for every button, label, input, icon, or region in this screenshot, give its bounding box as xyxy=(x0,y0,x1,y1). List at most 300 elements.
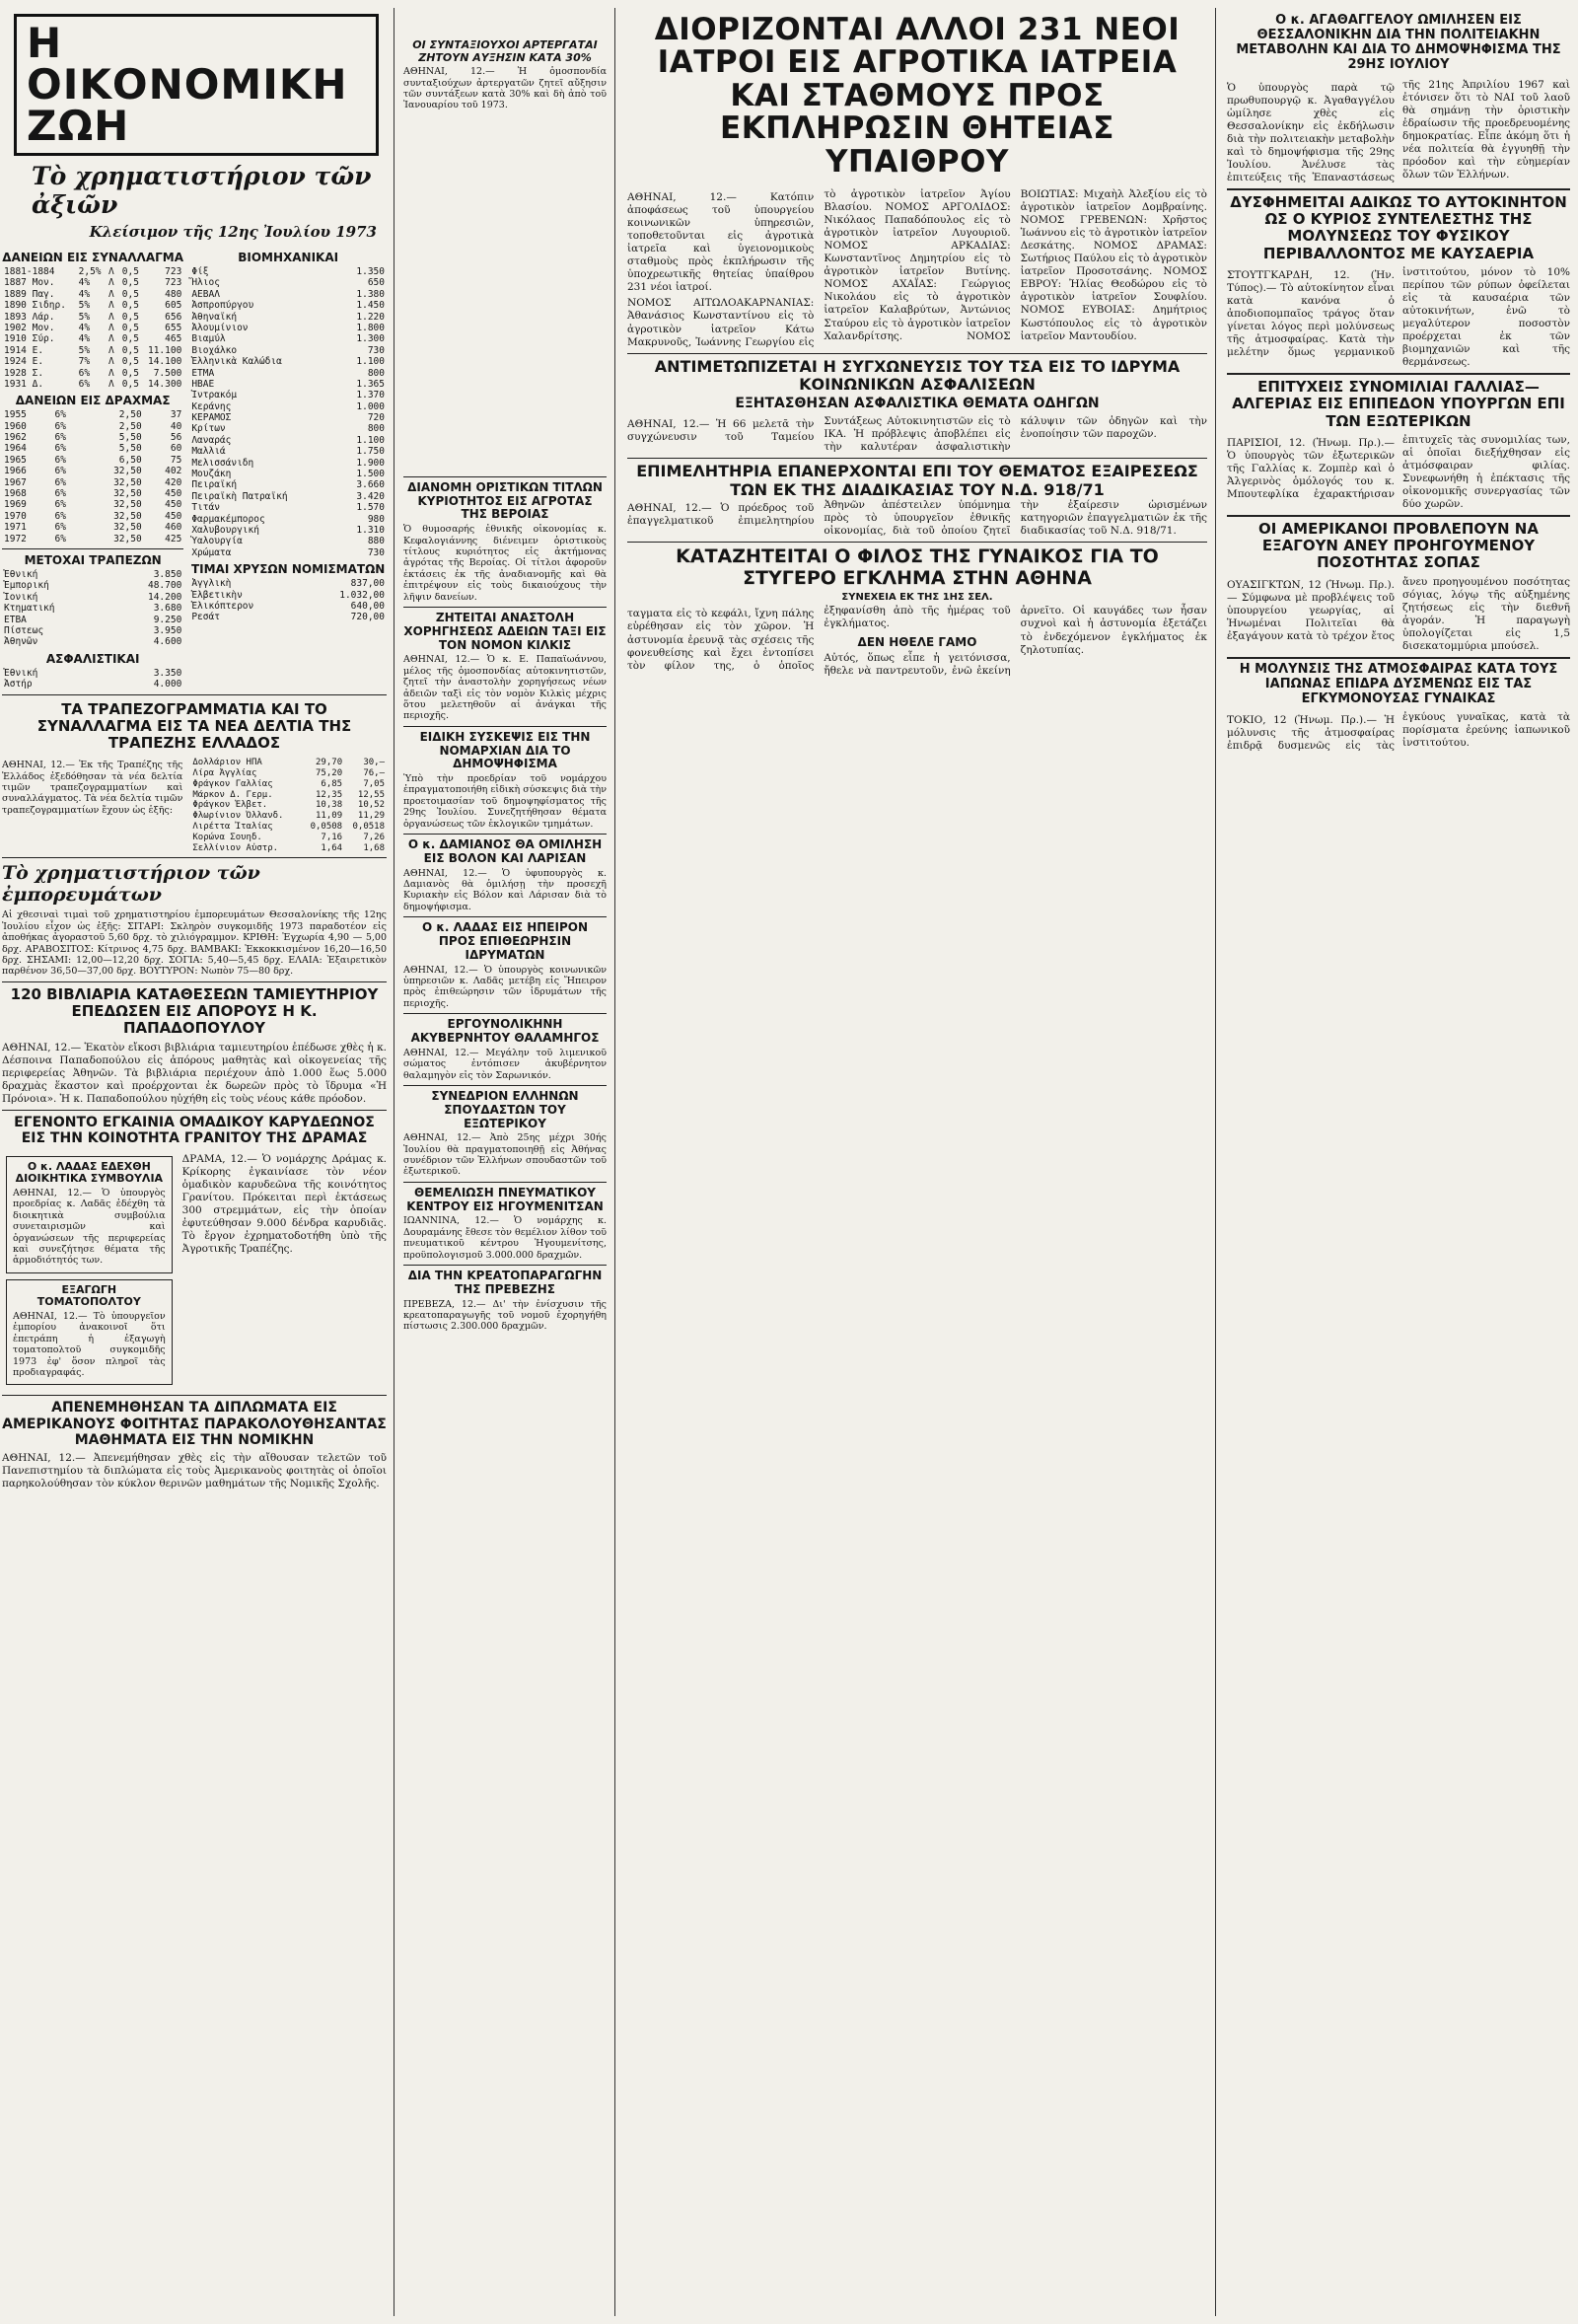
tomato-paste-body: ΑΘΗΝΑΙ, 12.— Τὸ ὑπουργεῖον ἐμπορίου ἀνακοινοῖ ὅτι ἐπετράπη ἡ ἐξαγωγὴ τοματοπολτοῦ συγκομιδῆς 1973 ἐφ' ὅσον πληροῖ τὰς προδιαγραφάς. xyxy=(13,1311,166,1379)
table-cell: 9.250 xyxy=(153,614,182,625)
table-cell: 4% xyxy=(78,288,91,300)
fx-table xyxy=(190,758,387,853)
drachma-loan-row xyxy=(2,522,183,533)
table-cell: 29,70 xyxy=(316,758,343,768)
bank-share-row xyxy=(2,592,183,603)
loan-row xyxy=(2,277,183,288)
table-cell: Λ xyxy=(108,322,114,333)
bank-share-row xyxy=(2,636,183,647)
table-cell: 37 xyxy=(170,409,182,421)
stock-row xyxy=(189,423,387,434)
table-cell: Λ xyxy=(108,356,114,368)
insurance-table xyxy=(2,668,183,690)
table-cell: 1.450 xyxy=(356,300,385,312)
table-cell: 1964 xyxy=(4,443,27,455)
table-cell: Σελλίνιον Αὐστρ. xyxy=(192,842,279,853)
fx-row xyxy=(190,768,387,779)
table-cell: Λ xyxy=(108,288,114,300)
ladas-epirus-body: ΑΘΗΝΑΙ, 12.— Ὁ ὑπουργὸς κοινωνικῶν ὑπηρεσιῶν κ. Λαδᾶς μετέβη εἰς Ἤπειρον πρὸς ἐπιθεώρησιν τῶν ἱδρυμάτων τῆς περιοχῆς. xyxy=(403,964,607,1009)
table-cell: 3.950 xyxy=(153,624,182,636)
fx-row xyxy=(190,833,387,843)
loan-row xyxy=(2,300,183,311)
table-cell: 4% xyxy=(78,277,91,289)
table-cell: Χαλυβουργική xyxy=(191,524,259,536)
loan-row xyxy=(2,379,183,390)
agathangelou-title: Ο κ. ΑΓΑΘΑΓΓΕΛΟΥ ΩΜΙΛΗΣΕΝ ΕΙΣ ΘΕΣΣΑΛΟΝΙΚΗΝ ΔΙΑ ΤΗΝ ΠΟΛΙΤΕΙΑΚΗΝ ΜΕΤΑΒΟΛΗΝ ΚΑΙ ΔΙΑ ΤΟ ΔΗΜΟΨΗΦΙΣΜΑ ΤΗΣ 29ΗΣ ΙΟΥΛΙΟΥ xyxy=(1236,13,1561,72)
table-cell: Ἰντρακόμ xyxy=(191,390,238,401)
table-cell: 5% xyxy=(78,344,91,356)
stock-row xyxy=(189,479,387,490)
drachma-loan-row xyxy=(2,488,183,499)
loans-table xyxy=(2,266,183,390)
table-cell: 14.300 xyxy=(147,378,182,390)
table-cell: 4.000 xyxy=(153,679,182,690)
fx-row xyxy=(190,800,387,811)
table-cell: 1.900 xyxy=(356,457,385,469)
table-cell: 1967 xyxy=(4,476,27,488)
table-cell: Λ xyxy=(108,277,114,289)
stock-row xyxy=(189,435,387,446)
table-cell: 4.600 xyxy=(153,636,182,648)
loan-row xyxy=(2,289,183,300)
table-cell: 0,5 xyxy=(121,356,139,368)
bank-share-row xyxy=(2,569,183,580)
veria-titles-body: Ὁ θυμοσαρής ἐθνικῆς οἰκονομίας κ. Κεφαλογιάννης διένειμεν ὁριστικοὺς τίτλους κυριότητος εἰς ἀκτήμονας ἀγρότας τῆς Βεροίας. Οἱ τίτλοι ἀφοροῦν ἐκτάσεις ἐκ τῆς ἀναδιανομῆς καὶ θὰ ἐπιτρέψουν εἰς τοὺς δικαιούχους τὴν λῆψιν δανείων. xyxy=(403,524,607,603)
column-news-short xyxy=(398,0,611,2324)
table-cell: 0,5 xyxy=(121,378,139,390)
table-cell: Κορώνα Σουηδ. xyxy=(192,832,262,842)
table-cell: 11,09 xyxy=(316,811,343,822)
table-cell: 720 xyxy=(367,412,385,424)
drachma-header: ΔΑΝΕΙΩΝ ΕΙΣ ΔΡΑΧΜΑΣ xyxy=(15,394,171,408)
igoumenitsa-body: ΙΩΑΝΝΙΝΑ, 12.— Ὁ νομάρχης κ. Δουραμάνης ἔθεσε τὸν θεμέλιον λίθον τοῦ πνευματικοῦ κέντρου Ἡγουμενίτσης, προϋπολογισμοῦ 3.000.000 δραχμῶν. xyxy=(403,1215,607,1261)
table-cell: 6% xyxy=(54,488,66,500)
table-cell: 1,68 xyxy=(363,842,385,853)
table-cell: 3.850 xyxy=(153,568,182,580)
fx-row xyxy=(190,790,387,801)
table-cell: 1960 xyxy=(4,420,27,432)
table-cell: Ἐθνική xyxy=(4,568,38,580)
bakers-body: ΑΘΗΝΑΙ, 12.— Ἡ ὁμοσπονδία συνταξιούχων ἀρτεργατῶν ζητεῖ αὔξησιν τῶν συντάξεων κατὰ 30% καὶ δὴ ἀπὸ τοῦ Ἰανουαρίου τοῦ 1973. xyxy=(403,66,607,111)
masthead-title: Η ΟΙΚΟΝΟΜΙΚΗ ΖΩΗ xyxy=(14,14,379,156)
bank-share-row xyxy=(2,615,183,625)
loan-row xyxy=(2,356,183,367)
table-cell: Πειραϊκή xyxy=(191,479,238,491)
bakers-title: ΟΙ ΣΥΝΤΑΞΙΟΥΧΟΙ ΑΡΤΕΡΓΑΤΑΙ ΖΗΤΟΥΝ ΑΥΞΗΣΙΝ ΚΑΤΑ 30% xyxy=(412,38,598,64)
table-cell: Τιτάν xyxy=(191,502,220,514)
murder-subhead: ΔΕΝ ΗΘΕΛΕ ΓΑΜΟ xyxy=(857,634,977,649)
table-cell: 0,5 xyxy=(121,344,139,356)
table-cell: 5,50 xyxy=(118,432,142,444)
table-cell: 10,52 xyxy=(357,800,385,811)
drachma-loan-row xyxy=(2,477,183,488)
table-cell: 75,20 xyxy=(316,768,343,779)
stocks-table xyxy=(189,266,387,558)
table-cell: Φλωρίνιον Ὀλλανδ. xyxy=(192,811,284,822)
tomato-paste-title: ΕΞΑΓΩΓΗ ΤΟΜΑΤΟΠΟΛΤΟΥ xyxy=(36,1282,141,1309)
fx-row xyxy=(190,822,387,833)
table-cell: 0,5 xyxy=(121,288,139,300)
table-cell: Φράγκον Γαλλίας xyxy=(192,778,273,789)
yacht-title: ΕΡΓΟΥΝΟΛΙΚΗΝΗ ΑΚΥΒΕΡΝΗΤΟΥ ΘΑΛΑΜΗΓΟΣ xyxy=(410,1017,600,1045)
table-cell: Ρεσάτ xyxy=(191,612,220,623)
table-cell: 605 xyxy=(165,300,182,312)
table-cell: Ἀσπροπύργου xyxy=(191,300,254,312)
table-cell: 1.310 xyxy=(356,524,385,536)
table-cell: Λ xyxy=(108,378,114,390)
drachma-loan-row xyxy=(2,409,183,420)
veria-titles-title: ΔΙΑΝΟΜΗ ΟΡΙΣΤΙΚΩΝ ΤΙΤΛΩΝ ΚΥΡΙΟΤΗΤΟΣ ΕΙΣ ΑΓΡΟΤΑΣ ΤΗΣ ΒΕΡΟΙΑΣ xyxy=(407,479,603,522)
table-cell: 6% xyxy=(54,466,66,477)
table-cell: 837,00 xyxy=(350,578,385,590)
table-cell: 48.700 xyxy=(147,580,182,592)
table-cell: 6% xyxy=(78,367,91,379)
doctors-headline: ΔΙΟΡΙΖΟΝΤΑΙ ΑΛΛΟΙ 231 ΝΕΟΙ ΙΑΤΡΟΙ ΕΙΣ ΑΓΡΟΤΙΚΑ ΙΑΤΡΕΙΑ ΚΑΙ ΣΤΑΘΜΟΥΣ ΠΡΟΣ ΕΚΠΛΗΡΩΣΙΝ ΘΗΤΕΙΑΣ ΥΠΑΙΘΡΟΥ xyxy=(654,12,1181,180)
chambers-body: ΑΘΗΝΑΙ, 12.— Ὁ πρόεδρος τοῦ ἐπαγγελματικοῦ ἐπιμελητηρίου Ἀθηνῶν ἀπέστειλεν ὑπόμνημα πρὸς τὸ ὑπουργεῖον ἐθνικῆς οἰκονομίας, διὰ τοῦ ὁποίου ζητεῖ τὴν ἐξαίρεσιν ὡρισμένων κατηγοριῶν ἐπαγγελματιῶν ἐκ τῆς διαδικασίας τοῦ Ν.Δ. 918/71. xyxy=(627,499,1207,538)
table-cell: 1889 Παγ. xyxy=(4,288,55,300)
table-cell: 5% xyxy=(78,300,91,312)
table-cell: 7% xyxy=(78,356,91,368)
table-cell: Βιοχάλκο xyxy=(191,344,238,356)
table-cell: 450 xyxy=(165,488,182,500)
loan-row xyxy=(2,333,183,344)
prefecture-meeting-body: Ὑπὸ τὴν προεδρίαν τοῦ νομάρχου ἐπραγματοποιήθη εἰδικὴ σύσκεψις διὰ τὴν προετοιμασίαν τοῦ δημοψηφίσματος τῆς 29ης Ἰουλίου. Συνεζητήθησαν θέματα ὀργανώσεως τῶν ἐκλογικῶν τμημάτων. xyxy=(403,773,607,830)
drachma-loan-row xyxy=(2,421,183,432)
fx-row xyxy=(190,779,387,790)
table-cell: 0,5 xyxy=(121,367,139,379)
column-international xyxy=(1221,0,1576,2324)
table-cell: 1924 Ε. xyxy=(4,356,44,368)
table-cell: 7,16 xyxy=(321,832,343,842)
table-cell: 800 xyxy=(367,367,385,379)
soybean-body: ΟΥΑΣΙΓΚΤΩΝ, 12 (Ἡνωμ. Πρ.).— Σύμφωνα μὲ προβλέψεις τοῦ ὑπουργείου γεωργίας, αἱ Ἡνωμέναι Πολιτεῖαι θὰ ἐξαγάγουν κατὰ τὸ τρέχον ἔτος ἄνευ προηγουμένου ποσότητας σόγιας, λόγῳ τῆς αὐξημένης ζητήσεως εἰς τὴν διεθνῆ ἀγοράν. Ἡ παραγωγὴ ὑπολογίζεται εἰς 1,5 δισεκατομμύρια μπούσελ. xyxy=(1227,575,1570,652)
table-cell: ΗΒΑΕ xyxy=(191,378,215,390)
bank-shares-table xyxy=(2,569,183,648)
table-cell: 3.660 xyxy=(356,479,385,491)
yacht-body: ΑΘΗΝΑΙ, 12.— Μεγάλην τοῦ λιμενικοῦ σώματος ἐντόπισεν ἀκυβέρνητον θαλαμηγὸν εἰς τὸν Σαρωνικόν. xyxy=(403,1047,607,1081)
tsa-body: ΑΘΗΝΑΙ, 12.— Ἡ 66 μελετᾶ τὴν συγχώνευσιν τοῦ Ταμείου Συντάξεως Αὐτοκινητιστῶν εἰς τὸ ΙΚΑ. Ἡ πρόβλεψις ἀποβλέπει εἰς τὴν καλυτέραν ἀσφαλιστικὴν κάλυψιν τῶν ὁδηγῶν καὶ τὴν ἑνοποίησιν τῶν παροχῶν. xyxy=(627,415,1207,454)
table-cell: Φαρμακέμπορος xyxy=(191,513,265,525)
murder-subtitle: ΣΥΝΕΧΕΙΑ ΕΚ ΤΗΣ 1ΗΣ ΣΕΛ. xyxy=(841,591,993,603)
stock-row xyxy=(189,514,387,525)
table-cell: 1887 Μον. xyxy=(4,277,55,289)
murder-body-2: Αὐτός, ὅπως εἶπε ἡ γειτόνισσα, ἤθελε νὰ παντρευτοῦν, ἐνῶ ἐκείνη ἀρνεῖτο. Οἱ καυγάδες των ἦσαν συχνοὶ καὶ ἡ ἀστυνομία ἐξετάζει τὸ ἐνδεχόμενον ἐγκλήματος ἐκ ζηλοτυπίας. xyxy=(824,605,1207,677)
table-cell: 6% xyxy=(54,420,66,432)
table-cell: 11,29 xyxy=(357,811,385,822)
fx-row xyxy=(190,843,387,854)
table-cell: 7,26 xyxy=(363,832,385,842)
table-cell: 723 xyxy=(165,277,182,289)
savings-books-body: ΑΘΗΝΑΙ, 12.— Ἑκατὸν εἴκοσι βιβλιάρια ταμιευτηρίου ἐπέδωσε χθὲς ἡ κ. Δέσποινα Παπαδοπούλου εἰς ἀπόρους μαθητὰς καὶ οἰκογενείας τῆς περιφερείας Ἀθηνῶν. Τὰ βιβλιάρια περιέχουν ἀπὸ 1.000 ἕως 5.000 δραχμὰς ἕκαστον καὶ προέρχονται ἐκ δωρεῶν πρὸς τὸ ἵδρυμα «Ἡ Πρόνοια». Ἡ κ. Παπαδοπούλου ηὐχήθη εἰς τοὺς νέους κάθε πρόοδον. xyxy=(2,1041,387,1105)
table-cell: 1970 xyxy=(4,510,27,522)
damianos-body: ΑΘΗΝΑΙ, 12.— Ὁ ὑφυπουργὸς κ. Δαμιανὸς θὰ ὁμιλήσῃ τὴν προσεχῆ Κυριακὴν εἰς Βόλον καὶ Λάρισαν διὰ τὸ δημοψήφισμα. xyxy=(403,867,607,912)
table-cell: 76,— xyxy=(363,768,385,779)
gold-coin-row xyxy=(189,578,387,589)
table-cell: 32,50 xyxy=(113,522,142,534)
table-cell: 6% xyxy=(54,476,66,488)
table-cell: Ἐθνική xyxy=(4,667,38,679)
table-cell: 1.370 xyxy=(356,390,385,401)
preveza-body: ΠΡΕΒΕΖΑ, 12.— Δι' τὴν ἐνίσχυσιν τῆς κρεατοπαραγωγῆς τοῦ νομοῦ ἐχορηγήθη πίστωσις 2.300.000 δραχμῶν. xyxy=(403,1298,607,1333)
table-cell: Δολλάριον ΗΠΑ xyxy=(192,758,262,768)
france-algeria-title: ΕΠΙΤΥΧΕΙΣ ΣΥΝΟΜΙΛΙΑΙ ΓΑΛΛΙΑΣ—ΑΛΓΕΡΙΑΣ ΕΙΣ ΕΠΙΠΕΔΟΝ ΥΠΟΥΡΓΩΝ ΕΠΙ ΤΩΝ ΕΞΩΤΕΡΙΚΩΝ xyxy=(1232,378,1565,430)
ladas-epirus-title: Ο κ. ΛΑΔΑΣ ΕΙΣ ΗΠΕΙΡΟΝ ΠΡΟΣ ΕΠΙΘΕΩΡΗΣΙΝ ΙΔΡΥΜΑΤΩΝ xyxy=(422,920,588,962)
column-doctors xyxy=(621,0,1213,2324)
table-cell: 1.500 xyxy=(356,469,385,480)
table-cell: 60 xyxy=(170,443,182,455)
bank-share-row xyxy=(2,580,183,591)
table-cell: 6% xyxy=(54,454,66,466)
table-cell: 1.800 xyxy=(356,322,385,333)
table-cell: 1931 Δ. xyxy=(4,378,44,390)
table-cell: 425 xyxy=(165,533,182,545)
table-cell: 40 xyxy=(170,420,182,432)
table-cell: Ἀστήρ xyxy=(4,679,33,690)
savings-books-title: 120 ΒΙΒΛΙΑΡΙΑ ΚΑΤΑΘΕΣΕΩΝ ΤΑΜΙΕΥΤΗΡΙΟΥ ΕΠΕΔΩΣΕΝ ΕΙΣ ΑΠΟΡΟΥΣ Η Κ. ΠΑΠΑΔΟΠΟΥΛΟΥ xyxy=(10,984,379,1038)
table-cell: 1.570 xyxy=(356,502,385,514)
loan-row xyxy=(2,345,183,356)
table-cell: Λ xyxy=(108,333,114,345)
ladas-boards-title: Ο κ. ΛΑΔΑΣ ΕΔΕΧΘΗ ΔΙΟΙΚΗΤΙΚΑ ΣΥΜΒΟΥΛΙΑ xyxy=(15,1159,164,1186)
insurance-row xyxy=(2,679,183,690)
table-cell: 800 xyxy=(367,423,385,435)
stock-row xyxy=(189,469,387,479)
table-cell: 56 xyxy=(170,432,182,444)
ladas-boards-body: ΑΘΗΝΑΙ, 12.— Ὁ ὑπουργὸς προεδρίας κ. Λαδᾶς ἐδέχθη τὰ διοικητικὰ συμβούλια συνεταιρισμῶν καὶ ὀργανώσεων τῆς περιφερείας καὶ συνεζήτησε θέματα τῆς ἁρμοδιότητός των. xyxy=(13,1188,166,1267)
table-cell: 6,50 xyxy=(118,454,142,466)
table-cell: 0,0508 xyxy=(310,822,343,833)
drachma-loan-row xyxy=(2,432,183,443)
table-cell: 0,5 xyxy=(121,266,139,277)
table-cell: Ἀγγλικὴ xyxy=(191,578,232,590)
drachma-loan-row xyxy=(2,455,183,466)
table-cell: ΕΤΜΑ xyxy=(191,367,215,379)
table-cell: 2,5% xyxy=(78,266,102,277)
table-cell: 0,5 xyxy=(121,333,139,345)
insurance-header: ΑΣΦΑΛΙΣΤΙΚΑΙ xyxy=(45,651,140,666)
loan-row xyxy=(2,312,183,323)
table-cell: 1.032,00 xyxy=(339,589,385,601)
loans-header: ΔΑΝΕΙΩΝ ΕΙΣ ΣΥΝΑΛΛΑΓΜΑ xyxy=(2,251,183,264)
stock-row xyxy=(189,401,387,412)
loan-row xyxy=(2,266,183,277)
table-cell: 4% xyxy=(78,322,91,333)
gold-table xyxy=(189,578,387,623)
igoumenitsa-title: ΘΕΜΕΛΙΩΣΗ ΠΝΕΥΜΑΤΙΚΟΥ ΚΕΝΤΡΟΥ ΕΙΣ ΗΓΟΥΜΕΝΙΤΣΑΝ xyxy=(406,1185,604,1213)
table-cell: Λ xyxy=(108,266,114,277)
car-pollution-body: ΣΤΟΥΤΓΚΑΡΔΗ, 12. (Ἡν. Τύπος).— Τὸ αὐτοκίνητον εἶναι κατὰ κανόνα ὁ ἀποδιοπομπαῖος τράγος ὅταν γίνεται λόγος περὶ μολύνσεως τῆς ἀτμοσφαίρας. Κατὰ τὴν μελέτην ὅμως γερμανικοῦ ἰνστιτούτου, μόνον τὸ 10% περίπου τῶν ρύπων ὀφείλεται εἰς τὰ καυσαέρια τῶν αὐτοκινήτων, ἐνῶ τὸ μεγαλύτερον ποσοστὸν προέρχεται ἐκ τῶν βιομηχανιῶν καὶ τῆς θερμάνσεως. xyxy=(1227,265,1570,368)
table-cell: 1968 xyxy=(4,488,27,500)
table-cell: Πίστεως xyxy=(4,624,44,636)
table-cell: Ἐμπορική xyxy=(4,580,49,592)
tsa-title: ΑΝΤΙΜΕΤΩΠΙΖΕΤΑΙ Η ΣΥΓΧΩΝΕΥΣΙΣ ΤΟΥ ΤΣΑ ΕΙΣ ΤΟ ΙΔΡΥΜΑ ΚΟΙΝΩΝΙΚΩΝ ΑΣΦΑΛΙΣΕΩΝ xyxy=(654,356,1181,394)
table-cell: 0,5 xyxy=(121,277,139,289)
stock-row xyxy=(189,323,387,333)
table-cell: 640,00 xyxy=(350,600,385,612)
gold-coin-row xyxy=(189,590,387,601)
table-cell: 880 xyxy=(367,536,385,547)
stock-row xyxy=(189,491,387,502)
stock-row xyxy=(189,502,387,513)
table-cell: Κεράνης xyxy=(191,400,232,412)
fx-article-title: ΤΑ ΤΡΑΠΕΖΟΓΡΑΜΜΑΤΙΑ ΚΑΙ ΤΟ ΣΥΝΑΛΛΑΓΜΑ ΕΙΣ ΤΑ ΝΕΑ ΔΕΛΤΙΑ ΤΗΣ ΤΡΑΠΕΖΗΣ ΕΛΛΑΔΟΣ xyxy=(36,699,352,752)
table-cell: 980 xyxy=(367,513,385,525)
stock-row xyxy=(189,345,387,356)
table-cell: 1.220 xyxy=(356,311,385,323)
table-cell: 402 xyxy=(165,466,182,477)
table-cell: 650 xyxy=(367,277,385,289)
stock-row xyxy=(189,333,387,344)
table-cell: 450 xyxy=(165,499,182,511)
drachma-table xyxy=(2,409,183,545)
table-cell: 1965 xyxy=(4,454,27,466)
tsa-subtitle: ΕΞΗΤΑΣΘΗΣΑΝ ΑΣΦΑΛΙΣΤΙΚΑ ΘΕΜΑΤΑ ΟΔΗΓΩΝ xyxy=(735,396,1100,412)
murder-body: ταγματα εἰς τὸ κεφάλι, ἴχνη πάλης εὑρέθησαν εἰς τὸν χῶρον. Ἡ ἀστυνομία ἐρευνᾷ τὰς σχέσεις τῆς φονευθείσης καὶ ἔχει ἐντοπίσει τὸν φίλον της, ὁ ὁποῖος ἐξηφανίσθη ἀπὸ τῆς ἡμέρας τοῦ ἐγκλήματος. xyxy=(627,605,1011,672)
table-cell: 3.420 xyxy=(356,490,385,502)
drachma-loan-row xyxy=(2,511,183,522)
table-cell: 1893 Λάρ. xyxy=(4,311,55,323)
table-cell: 420 xyxy=(165,476,182,488)
stock-row xyxy=(189,368,387,379)
table-cell: 12,35 xyxy=(316,789,343,800)
stock-row xyxy=(189,379,387,390)
stock-row xyxy=(189,277,387,288)
loan-row xyxy=(2,323,183,333)
stock-row xyxy=(189,525,387,536)
walnut-grove-body: ΔΡΑΜΑ, 12.— Ὁ νομάρχης Δράμας κ. Κρίκορης ἐγκαινίασε τὸν νέον ὁμαδικὸν καρυδεῶνα τῆς κοινότητος Γρανίτου. Πρόκειται περὶ ἐκτάσεως 300 στρεμμάτων, εἰς τὴν ὁποίαν ἐφυτεύθησαν 9.000 δένδρα καρυδιᾶς. Τὸ ἔργον ἐχρηματοδοτήθη ὑπὸ τῆς Ἀγροτικῆς Τραπέζης. xyxy=(181,1152,387,1255)
table-cell: 656 xyxy=(165,311,182,323)
column-rule xyxy=(1215,8,1216,2316)
table-cell: 465 xyxy=(165,333,182,345)
fx-row xyxy=(190,758,387,768)
table-cell: 1.750 xyxy=(356,446,385,458)
table-cell: 14.100 xyxy=(147,356,182,368)
table-cell: 6% xyxy=(54,510,66,522)
table-cell: 730 xyxy=(367,344,385,356)
table-cell: 730 xyxy=(367,546,385,558)
bank-shares-header: ΜΕΤΟΧΑΙ ΤΡΑΠΕΖΩΝ xyxy=(24,552,162,567)
students-congress-body: ΑΘΗΝΑΙ, 12.— Ἀπὸ 25ης μέχρι 30ής Ἰουλίου θὰ πραγματοποιηθῇ εἰς Ἀθήνας συνέδριον τῶν Ἑλλήνων σπουδαστῶν τοῦ ἐξωτερικοῦ. xyxy=(403,1132,607,1178)
table-cell: 7.500 xyxy=(153,367,182,379)
japan-pollution-title: Η ΜΟΛΥΝΣΙΣ ΤΗΣ ΑΤΜΟΣΦΑΙΡΑΣ ΚΑΤΑ ΤΟΥΣ ΙΑΠΩΝΑΣ ΕΠΙΔΡΑ ΔΥΣΜΕΝΩΣ ΕΙΣ ΤΑΣ ΕΓΚΥΜΟΝΟΥΣΑΣ ΓΥΝΑΙΚΑΣ xyxy=(1239,661,1558,706)
table-cell: Λαναράς xyxy=(191,434,232,446)
table-cell: 450 xyxy=(165,510,182,522)
table-cell: 6% xyxy=(78,378,91,390)
closing-date: Κλείσιμον τῆς 12ης Ἰουλίου 1973 xyxy=(89,223,377,241)
table-cell: 1902 Μον. xyxy=(4,322,55,333)
japan-pollution-body: ΤΟΚΙΟ, 12 (Ἡνωμ. Πρ.).— Ἡ μόλυνσις τῆς ἀτμοσφαίρας ἐπιδρᾷ δυσμενῶς εἰς τὰς ἐγκύους γυναῖκας, κατὰ τὰ πορίσματα ἐρεύνης ἰαπωνικοῦ ἰνστιτούτου. xyxy=(1227,710,1570,752)
stock-row xyxy=(189,312,387,323)
stock-row xyxy=(189,356,387,367)
stocks-header: ΒΙΟΜΗΧΑΝΙΚΑΙ xyxy=(238,251,339,264)
table-cell: 3.680 xyxy=(153,603,182,615)
table-cell: Κτηματική xyxy=(4,603,55,615)
table-cell: ΚΕΡΑΜΟΣ xyxy=(191,412,232,424)
drachma-loan-row xyxy=(2,466,183,476)
preveza-title: ΔΙΑ ΤΗΝ ΚΡΕΑΤΟΠΑΡΑΓΩΓΗΝ ΤΗΣ ΠΡΕΒΕΖΗΣ xyxy=(407,1269,603,1296)
table-cell: 14.200 xyxy=(147,591,182,603)
table-cell: 1910 Σύρ. xyxy=(4,333,55,345)
table-cell: Φράγκον Ἑλβετ. xyxy=(192,800,268,811)
table-cell: Μαλλιά xyxy=(191,446,226,458)
table-cell: Ἐλικόπτερον xyxy=(191,600,254,612)
table-cell: ΑΕΒΑΛ xyxy=(191,288,220,300)
table-cell: 6% xyxy=(54,409,66,421)
table-cell: 7,05 xyxy=(363,778,385,789)
table-cell: 1971 xyxy=(4,522,27,534)
table-cell: 0,0518 xyxy=(352,822,385,833)
stock-row xyxy=(189,266,387,277)
gold-coin-row xyxy=(189,601,387,612)
bank-share-row xyxy=(2,603,183,614)
table-cell: 2,50 xyxy=(118,420,142,432)
table-cell: 1.300 xyxy=(356,333,385,345)
table-cell: Κρίτων xyxy=(191,423,226,435)
doctors-list: ΝΟΜΟΣ ΑΙΤΩΛΟΑΚΑΡΝΑΝΙΑΣ: Ἀθανάσιος Κωνσταντίνου εἰς τὸ ἀγροτικὸν ἰατρεῖον Κάτω Μακρυνοῦς, Ἰωάννης Γεωργίου εἰς τὸ ἀγροτικὸν ἰατρεῖον Ἀγίου Βλασίου. ΝΟΜΟΣ ΑΡΓΟΛΙΔΟΣ: Νικόλαος Παπαδόπουλος εἰς τὸ ἀγροτικὸν ἰατρεῖον Λυγουριοῦ. ΝΟΜΟΣ ΑΡΚΑΔΙΑΣ: Κωνσταντῖνος Δημητρίου εἰς τὸ ἀγροτικὸν ἰατρεῖον Βυτίνης. ΝΟΜΟΣ ΑΧΑΪΑΣ: Γεώργιος Νικολάου εἰς τὸ ἀγροτικὸν ἰατρεῖον Καλαβρύτων, Ἀντώνιος Σταύρου εἰς τὸ ἀγροτικὸν ἰατρεῖον Χαλανδρίτσης. ΝΟΜΟΣ ΒΟΙΩΤΙΑΣ: Μιχαὴλ Ἀλεξίου εἰς τὸ ἀγροτικὸν ἰατρεῖον Δομβραίνης. ΝΟΜΟΣ ΓΡΕΒΕΝΩΝ: Χρῆστος Ἰωάννου εἰς τὸ ἀγροτικὸν ἰατρεῖον Δεσκάτης. ΝΟΜΟΣ ΔΡΑΜΑΣ: Σωτήριος Παύλου εἰς τὸ ἀγροτικὸν ἰατρεῖον Προσοτσάνης. ΝΟΜΟΣ ΕΒΡΟΥ: Ἠλίας Θεοδώρου εἰς τὸ ἀγροτικὸν ἰατρεῖον Σουφλίου. ΝΟΜΟΣ ΕΥΒΟΙΑΣ: Δημήτριος Κωστόπουλος εἰς τὸ ἀγροτικὸν ἰατρεῖον Μαντουδίου. xyxy=(627,188,1207,348)
table-cell: 1.350 xyxy=(356,266,385,277)
drachma-loan-row xyxy=(2,443,183,454)
table-cell: 1881-1884 xyxy=(4,266,55,277)
taxi-licences-title: ΖΗΤΕΙΤΑΙ ΑΝΑΣΤΟΛΗ ΧΟΡΗΓΗΣΕΩΣ ΑΔΕΙΩΝ ΤΑΞΙ ΕΙΣ ΤΟΝ ΝΟΜΟΝ ΚΙΛΚΙΣ xyxy=(403,610,607,652)
table-cell: Λ xyxy=(108,300,114,312)
stock-row xyxy=(189,289,387,300)
gold-header: ΤΙΜΑΙ ΧΡΥΣΩΝ ΝΟΜΙΣΜΑΤΩΝ xyxy=(190,562,386,577)
column-rule xyxy=(614,8,615,2316)
table-cell: 1972 xyxy=(4,533,27,545)
chambers-title: ΕΠΙΜΕΛΗΤΗΡΙΑ ΕΠΑΝΕΡΧΟΝΤΑΙ ΕΠΙ ΤΟΥ ΘΕΜΑΤΟΣ ΕΞΑΙΡΕΣΕΩΣ ΤΩΝ ΕΚ ΤΗΣ ΔΙΑΔΙΚΑΣΙΑΣ ΤΟΥ Ν.Δ. 918/71 xyxy=(636,462,1198,499)
table-cell: Ὑαλουργία xyxy=(191,536,243,547)
table-cell: 1,64 xyxy=(321,842,343,853)
table-cell: Ἥλιος xyxy=(191,277,220,289)
table-cell: Ἑλληνικὰ Καλώδια xyxy=(191,356,282,368)
table-cell: Μάρκον Δ. Γερμ. xyxy=(192,789,273,800)
diplomas-title: ΑΠΕΝΕΜΗΘΗΣΑΝ ΤΑ ΔΙΠΛΩΜΑΤΑ ΕΙΣ ΑΜΕΡΙΚΑΝΟΥΣ ΦΟΙΤΗΤΑΣ ΠΑΡΑΚΟΛΟΥΘΗΣΑΝΤΑΣ ΜΑΘΗΜΑΤΑ ΕΙΣ ΤΗΝ ΝΟΜΙΚΗΝ xyxy=(2,1400,387,1448)
table-cell: 6% xyxy=(54,522,66,534)
table-cell: Ἀθηνῶν xyxy=(4,636,38,648)
table-cell: Χρώματα xyxy=(191,546,232,558)
table-cell: 0,5 xyxy=(121,300,139,312)
table-cell: Βιαμύλ xyxy=(191,333,226,345)
stock-row xyxy=(189,547,387,558)
table-cell: 0,5 xyxy=(121,311,139,323)
table-cell: ΕΤΒΑ xyxy=(4,614,27,625)
table-cell: Ἰονική xyxy=(4,591,38,603)
stock-row xyxy=(189,300,387,311)
table-cell: 1.380 xyxy=(356,288,385,300)
table-cell: Ἀλουμίνιον xyxy=(191,322,249,333)
soybean-title: ΟΙ ΑΜΕΡΙΚΑΝΟΙ ΠΡΟΒΛΕΠΟΥΝ ΝΑ ΕΞΑΓΟΥΝ ΑΝΕΥ ΠΡΟΗΓΟΥΜΕΝΟΥ ΠΟΣΟΤΗΤΑΣ ΣΟΠΑΣ xyxy=(1258,519,1539,572)
table-cell: 3.350 xyxy=(153,667,182,679)
drachma-loan-row xyxy=(2,534,183,545)
table-cell: 1955 xyxy=(4,409,27,421)
diplomas-body: ΑΘΗΝΑΙ, 12.— Ἀπενεμήθησαν χθὲς εἰς τὴν αἴθουσαν τελετῶν τοῦ Πανεπιστημίου τὰ διπλώματα εἰς τοὺς Ἀμερικανοὺς φοιτητὰς οἱ ὁποῖοι παρηκολούθησαν τὸν κύκλον θερινῶν μαθημάτων τῆς Νομικῆς Σχολῆς. xyxy=(2,1451,387,1489)
table-cell: 1928 Σ. xyxy=(4,367,44,379)
column-finance xyxy=(0,0,393,2324)
table-cell: 1969 xyxy=(4,499,27,511)
table-cell: Ἐλβετικὴν xyxy=(191,589,243,601)
table-cell: 6% xyxy=(54,443,66,455)
table-cell: Μουζάκη xyxy=(191,469,232,480)
table-cell: 720,00 xyxy=(350,612,385,623)
doctors-intro: ΑΘΗΝΑΙ, 12.— Κατόπιν ἀποφάσεως τοῦ ὑπουργείου κοινωνικῶν ὑπηρεσιῶν, τοποθετοῦνται εἰς ἀγροτικὰ ἰατρεῖα καὶ ὑγειονομικοὺς σταθμοὺς πρὸς ἐκπλήρωσιν τῆς ὑποχρεωτικῆς θητείας ὑπαίθρου 231 νέοι ἰατροί. xyxy=(627,191,815,294)
insurance-row xyxy=(2,668,183,679)
taxi-licences-body: ΑΘΗΝΑΙ, 12.— Ὁ κ. Ε. Παπαϊωάννου, μέλος τῆς ὁμοσπονδίας αὐτοκινητιστῶν, ζητεῖ τὴν ἀναστολὴν χορηγήσεως νέων ἀδειῶν ταξὶ εἰς τὸν νομὸν Κιλκὶς μέχρις ὅτου μελετηθοῦν αἱ ἀνάγκαι τῆς περιοχῆς. xyxy=(403,654,607,722)
table-cell: 32,50 xyxy=(113,510,142,522)
table-cell: 32,50 xyxy=(113,488,142,500)
table-cell: Φίξ xyxy=(191,266,209,277)
stock-row xyxy=(189,458,387,469)
table-cell: 32,50 xyxy=(113,476,142,488)
